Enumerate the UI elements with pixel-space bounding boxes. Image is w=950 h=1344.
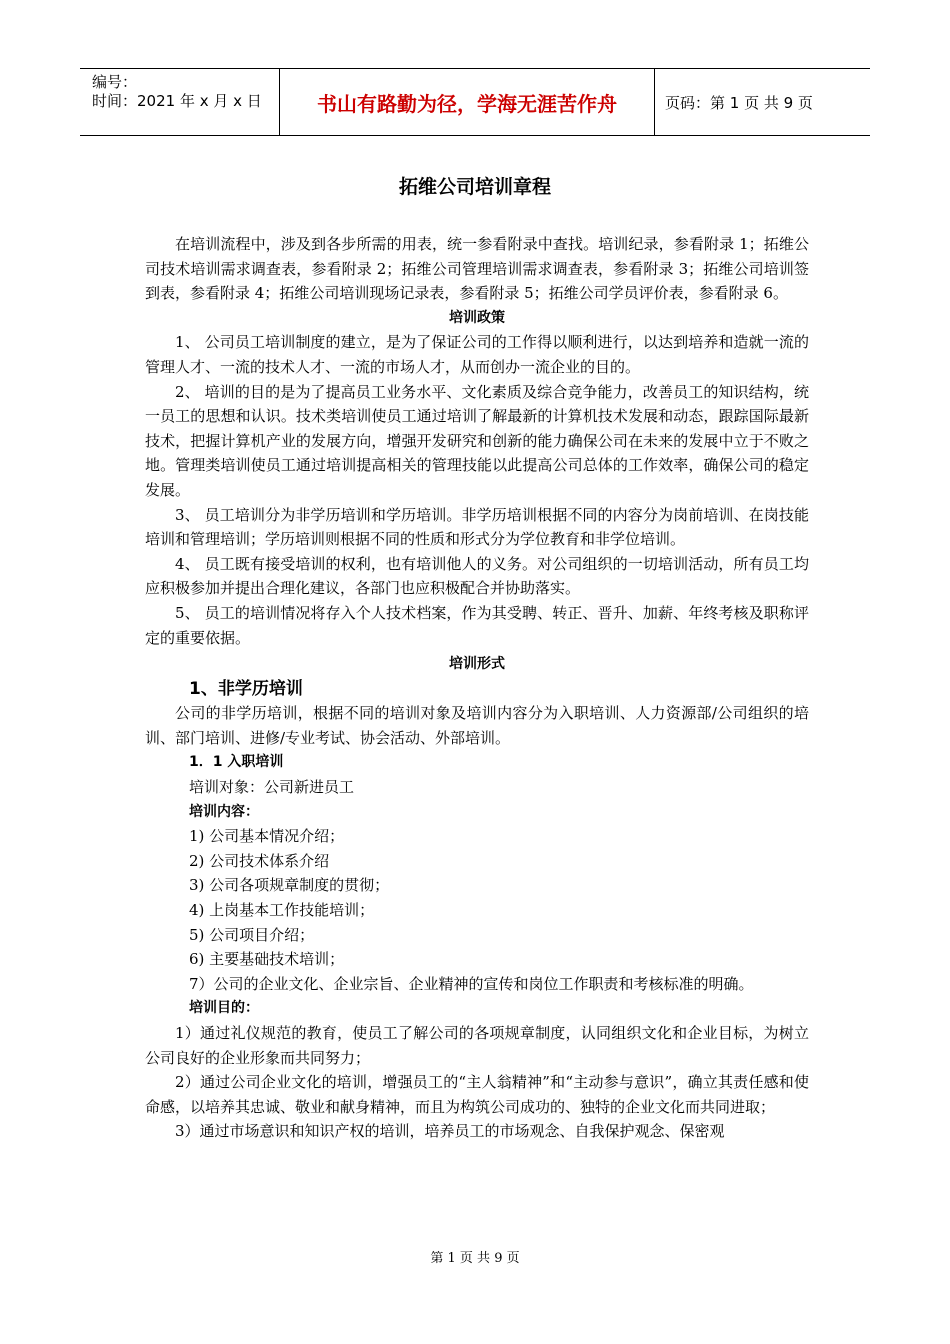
content-list-item: 2) 公司技术体系介绍 bbox=[189, 851, 330, 870]
purpose-list-item: 1）通过礼仪规范的教育，使员工了解公司的各项规章制度，认同组织文化和企业目标，为树立公司良好的企业形象而共同努力； bbox=[145, 1024, 809, 1067]
intro-paragraph: 在培训流程中，涉及到各步所需的用表，统一参看附录中查找。培训纪录，参看附录 1；拓维公司技术培训需求调查表，参看附录 2；拓维公司管理培训需求调查表，参看附录 3；拓维公司培训签到表，参看附录 4；拓维公司培训现场记录表，参看附录 5；拓维公司学员评价表，参看附录 6。 bbox=[145, 235, 809, 303]
content-list-item: 7）公司的企业文化、企业宗旨、企业精神的宣传和岗位工作职责和考核标准的明确。 bbox=[189, 974, 754, 993]
header-page-label: 页码：第 1 页 共 9 页 bbox=[665, 93, 813, 112]
forms-heading: 培训形式 bbox=[449, 656, 505, 673]
policy-item: 1、 公司员工培训制度的建立，是为了保证公司的工作得以顺利进行，以达到培养和造就一流的管理人才、一流的技术人才、一流的市场人才，从而创办一流企业的目的。 bbox=[145, 333, 809, 376]
policy-item: 3、 员工培训分为非学历培训和学历培训。非学历培训根据不同的内容分为岗前培训、在岗技能培训和管理培训；学历培训则根据不同的性质和形式分为学位教育和非学位培训。 bbox=[145, 505, 809, 549]
content-list-item: 4) 上岗基本工作技能培训； bbox=[189, 901, 375, 920]
header-left-cell bbox=[80, 69, 280, 135]
content-list-item: 6) 主要基础技术培训； bbox=[189, 950, 345, 969]
training-purpose-label: 培训目的： bbox=[189, 1000, 259, 1017]
onboarding-training-heading: 1．1 入职培训 bbox=[189, 754, 284, 771]
content-list-item: 3) 公司各项规章制度的贯彻； bbox=[189, 876, 390, 895]
policy-item: 2、 培训的目的是为了提高员工业务水平、文化素质及综合竞争能力，改善员工的知识结构，统一员工的思想和认识。技术类培训使员工通过培训了解最新的计算机技术发展和动态，跟踪国际最新技术，把握计算机产业的发展方向，增强开发研究和创新的能力确保公司在未来的发展中立于不败之地。管理类培训使员工通过培训提高相关的管理技能以此提高公司总体的工作效率，确保公司的稳定发展。 bbox=[145, 382, 809, 499]
purpose-list-item: 3）通过市场意识和知识产权的培训，培养员工的市场观念、自我保护观念、保密观 bbox=[175, 1122, 725, 1141]
non-degree-training-heading: 1、非学历培训 bbox=[189, 678, 303, 699]
document-title: 拓维公司培训章程 bbox=[398, 176, 551, 198]
page-footer: 第 1 页 共 9 页 bbox=[430, 1251, 520, 1266]
training-target: 培训对象：公司新进员工 bbox=[189, 778, 355, 797]
policy-heading: 培训政策 bbox=[449, 309, 505, 326]
document-body bbox=[145, 232, 809, 1144]
policy-item: 5、 员工的培训情况将存入个人技术档案，作为其受聘、转正、晋升、加薪、年终考核及职称评定的重要依据。 bbox=[145, 603, 809, 647]
document-number-label: 编号： bbox=[92, 73, 138, 91]
content-list-item: 1) 公司基本情况介绍； bbox=[189, 827, 345, 846]
training-content-label: 培训内容： bbox=[189, 803, 259, 820]
policy-item: 4、 员工既有接受培训的权利，也有培训他人的义务。对公司组织的一切培训活动，所有员工均应积极参加并提出合理化建议，各部门也应积极配合并协助落实。 bbox=[145, 554, 809, 598]
content-list-item: 5) 公司项目介绍； bbox=[189, 925, 315, 944]
non-degree-training-description: 公司的非学历培训，根据不同的培训对象及培训内容分为入职培训、人力资源部/公司组织的培训、部门培训、进修/专业考试、协会活动、外部培训。 bbox=[145, 704, 809, 747]
purpose-list-item: 2）通过公司企业文化的培训，增强员工的“主人翁精神”和“主动参与意识”，确立其责任感和使命感，以培养其忠诚、敬业和献身精神，而且为构筑公司成功的、独特的企业文化而共同进取； bbox=[145, 1073, 809, 1116]
document-time-label: 时间：2021 年 x 月 x 日 bbox=[92, 92, 262, 110]
header-motto: 书山有路勤为径，学海无涯苦作舟 bbox=[280, 69, 655, 135]
header-table bbox=[80, 68, 870, 136]
